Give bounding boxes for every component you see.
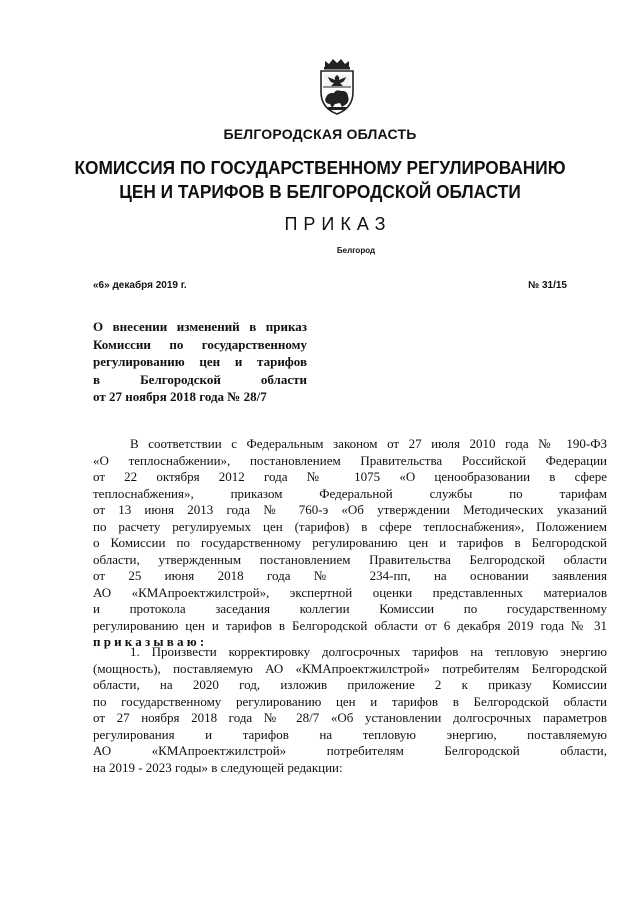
subject-line: регулированию цен и тарифов [93,354,307,369]
preamble-line: от 25 июня 2018 года № 234-пп, на основании заявления [93,568,607,583]
preamble-line: по расчету регулируемых цен (тарифов) в сфере теплоснабжения», Положением [93,518,607,534]
coat-of-arms-emblem [314,56,360,116]
item-line: на 2019 - 2023 годы» в следующей редакции: [93,759,343,775]
region-title: БЕЛГОРОДСКАЯ ОБЛАСТЬ [223,126,417,142]
order-keyword: приказываю: [93,634,208,649]
order-number: № 31/15 [528,280,567,291]
order-subject [93,318,307,406]
preamble-line: «О теплоснабжении», постановлением Правительства Российской Федерации [93,452,607,468]
item-line: регулирования и тарифов на тепловую энергию, поставляемую [93,726,607,742]
preamble-line: от 13 июня 2013 года № 760-э «Об утверждении Методических указаний [93,502,607,517]
subject-line: в Белгородской области [93,371,307,387]
item-line: от 27 ноября 2018 года № 28/7 «Об установлении долгосрочных параметров [93,710,607,725]
item-line: по государственному регулированию цен и тарифов в Белгородской области [93,693,607,709]
item-line: АО «КМАпроектжилстрой» потребителям Белгородской области, [93,743,607,758]
item-line: (мощность), поставляемую АО «КМАпроектжилстрой» потребителям Белгородской [93,660,607,676]
subject-line: от 27 ноября 2018 года № 28/7 [93,389,267,404]
item-line: 1. Произвести корректировку долгосрочных тарифов на тепловую энергию [130,644,607,659]
subject-line: О внесении изменений в приказ [93,319,307,334]
preamble-line: от 22 октября 2012 года № 1075 «О ценообразовании в сфере [93,469,607,484]
item-1-paragraph [93,644,607,776]
preamble-line: о Комиссии по государственному регулированию цен и тарифов в Белгородской [93,535,607,550]
document-type: ПРИКАЗ [284,214,392,234]
preamble-line: и протокола заседания коллегии Комиссии по государственному [93,601,607,616]
commission-title-line-2: ЦЕН И ТАРИФОВ В БЕЛГОРОДСКОЙ ОБЛАСТИ [119,182,521,202]
preamble-line: теплоснабжения», приказом Федеральной службы по тарифам [93,485,607,501]
preamble-line: области, утвержденным постановлением Правительства Белгородской области [93,551,607,567]
preamble-line: В соответствии с Федеральным законом от 27 июля 2010 года № 190-ФЗ [130,436,607,451]
preamble-paragraph [93,436,607,651]
item-line: области, на 2020 год, изложив приложение 2 к приказу Комиссии [93,677,607,692]
preamble-line: регулированию цен и тарифов в Белгородской области от 6 декабря 2019 года № 31 [93,617,607,633]
preamble-line: АО «КМАпроектжилстрой», экспертной оценки представленных материалов [93,584,607,600]
order-date: «6» декабря 2019 г. [93,280,187,291]
commission-title-line-1: КОМИССИЯ ПО ГОСУДАРСТВЕННОМУ РЕГУЛИРОВАНИЮ [74,158,566,178]
subject-line: Комиссии по государственному [93,336,307,352]
city: Белгород [336,246,376,255]
